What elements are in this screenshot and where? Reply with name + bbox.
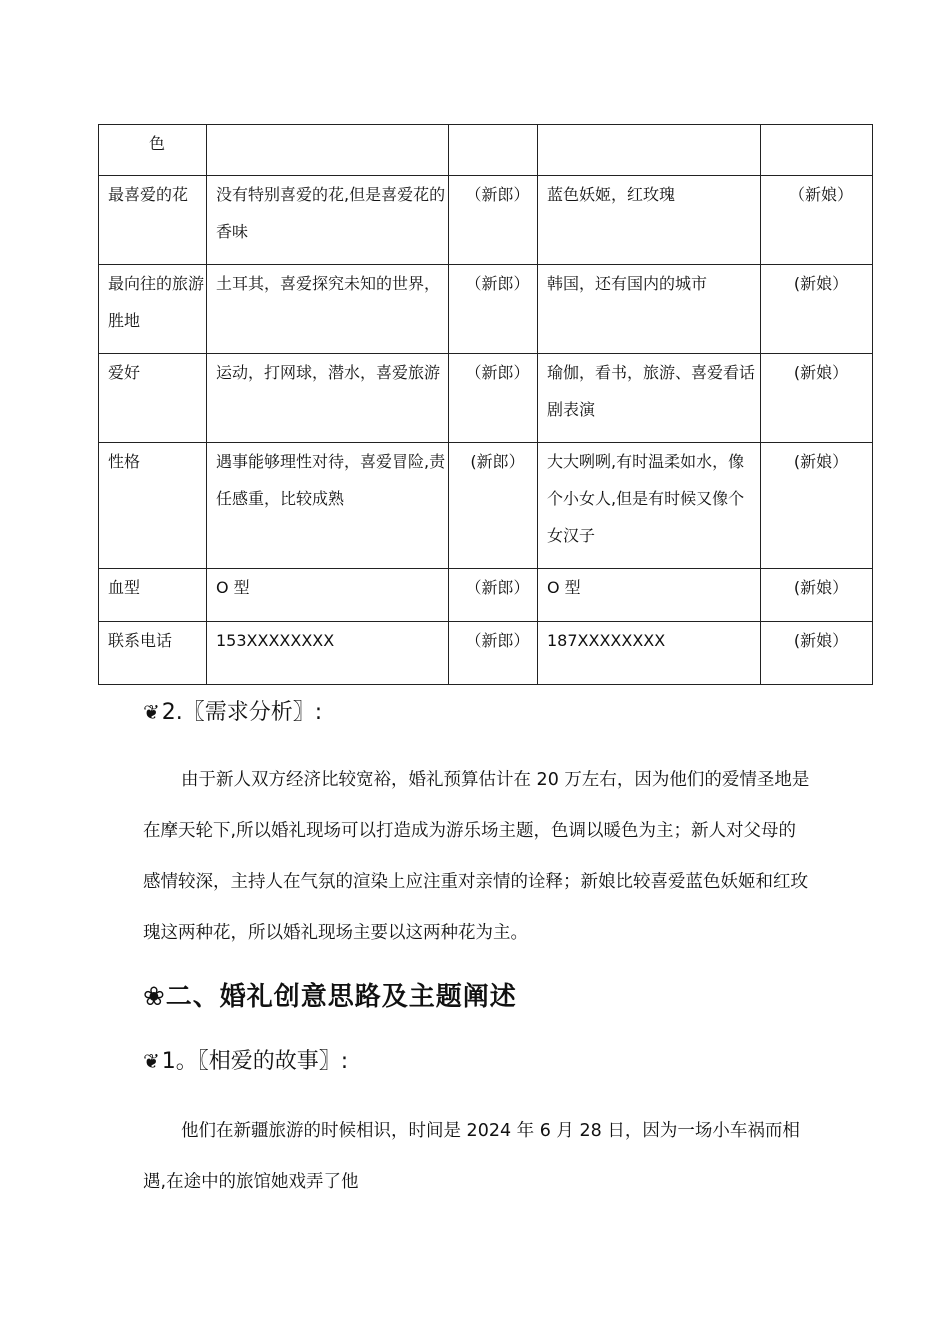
groom-tag-cell: （新郎） [449, 569, 538, 622]
row-label: 最喜爱的花 [99, 176, 207, 265]
table-row [99, 569, 873, 622]
row-label: 联系电话 [99, 622, 207, 685]
groom-value-cell [207, 125, 449, 176]
section-two-heading [143, 980, 517, 1014]
row-label: 血型 [99, 569, 207, 622]
bride-tag-cell [761, 125, 873, 176]
table-row [99, 176, 873, 265]
section-story-heading [143, 1046, 348, 1077]
bride-tag-cell: (新娘） [761, 622, 873, 685]
flower-ornament-icon: ❀ [143, 982, 166, 1012]
bride-value-cell: 瑜伽，看书，旅游、喜爱看话剧表演 [538, 354, 761, 443]
groom-value-cell: 运动，打网球，潜水，喜爱旅游 [207, 354, 449, 443]
bride-tag-cell: (新娘） [761, 443, 873, 569]
groom-tag-cell: (新郎） [449, 443, 538, 569]
bride-value-cell [538, 125, 761, 176]
table-row [99, 265, 873, 354]
section-story-title: 1。〖相爱的故事〗: [161, 1049, 349, 1074]
groom-tag-cell [449, 125, 538, 176]
bride-value-cell: 187XXXXXXXX [538, 622, 761, 685]
groom-tag-cell: （新郎） [449, 265, 538, 354]
bride-value-cell: 蓝色妖姬，红玫瑰 [538, 176, 761, 265]
section-two-title: 二、婚礼创意思路及主题阐述 [165, 982, 517, 1012]
groom-value-cell: 遇事能够理性对待，喜爱冒险,责任感重，比较成熟 [207, 443, 449, 569]
row-label: 性格 [99, 443, 207, 569]
table-row [99, 354, 873, 443]
couple-info-table [98, 124, 873, 685]
groom-tag-cell: （新郎） [449, 354, 538, 443]
row-label: 最向往的旅游胜地 [99, 265, 207, 354]
table-row [99, 622, 873, 685]
bride-tag-cell: (新娘） [761, 569, 873, 622]
flower-ornament-icon: ❦ [143, 1049, 160, 1073]
story-paragraph: 他们在新疆旅游的时候相识，时间是 2024 年 6 月 28 日，因为一场小车祸而相遇,在途中的旅馆她戏弄了他 [143, 1121, 800, 1192]
groom-tag-cell: （新郎） [449, 176, 538, 265]
table-row [99, 443, 873, 569]
groom-tag-cell: （新郎） [449, 622, 538, 685]
bride-value-cell: 韩国，还有国内的城市 [538, 265, 761, 354]
section-needs-title: 2.〖需求分析〗: [161, 700, 323, 725]
bride-tag-cell: （新娘） [761, 176, 873, 265]
flower-ornament-icon: ❦ [143, 700, 160, 724]
needs-paragraph: 由于新人双方经济比较宽裕，婚礼预算估计在 20 万左右，因为他们的爱情圣地是在摩天轮下,所以婚礼现场可以打造成为游乐场主题，色调以暖色为主；新人对父母的感情较深，主持人在气氛的渲染上应注重对亲情的诠释；新娘比较喜爱蓝色妖姬和红玫瑰这两种花，所以婚礼现场主要以这两种花为主。 [143, 770, 810, 943]
groom-value-cell: O 型 [207, 569, 449, 622]
bride-value-cell: O 型 [538, 569, 761, 622]
row-label: 爱好 [99, 354, 207, 443]
table-row [99, 125, 873, 176]
groom-value-cell: 153XXXXXXXX [207, 622, 449, 685]
groom-value-cell: 没有特别喜爱的花,但是喜爱花的香味 [207, 176, 449, 265]
section-needs-heading [143, 697, 322, 728]
bride-value-cell: 大大咧咧,有时温柔如水，像个小女人,但是有时候又像个女汉子 [538, 443, 761, 569]
groom-value-cell: 土耳其，喜爱探究未知的世界， [207, 265, 449, 354]
bride-tag-cell: (新娘） [761, 354, 873, 443]
bride-tag-cell: (新娘） [761, 265, 873, 354]
row-label: 色 [99, 125, 207, 176]
